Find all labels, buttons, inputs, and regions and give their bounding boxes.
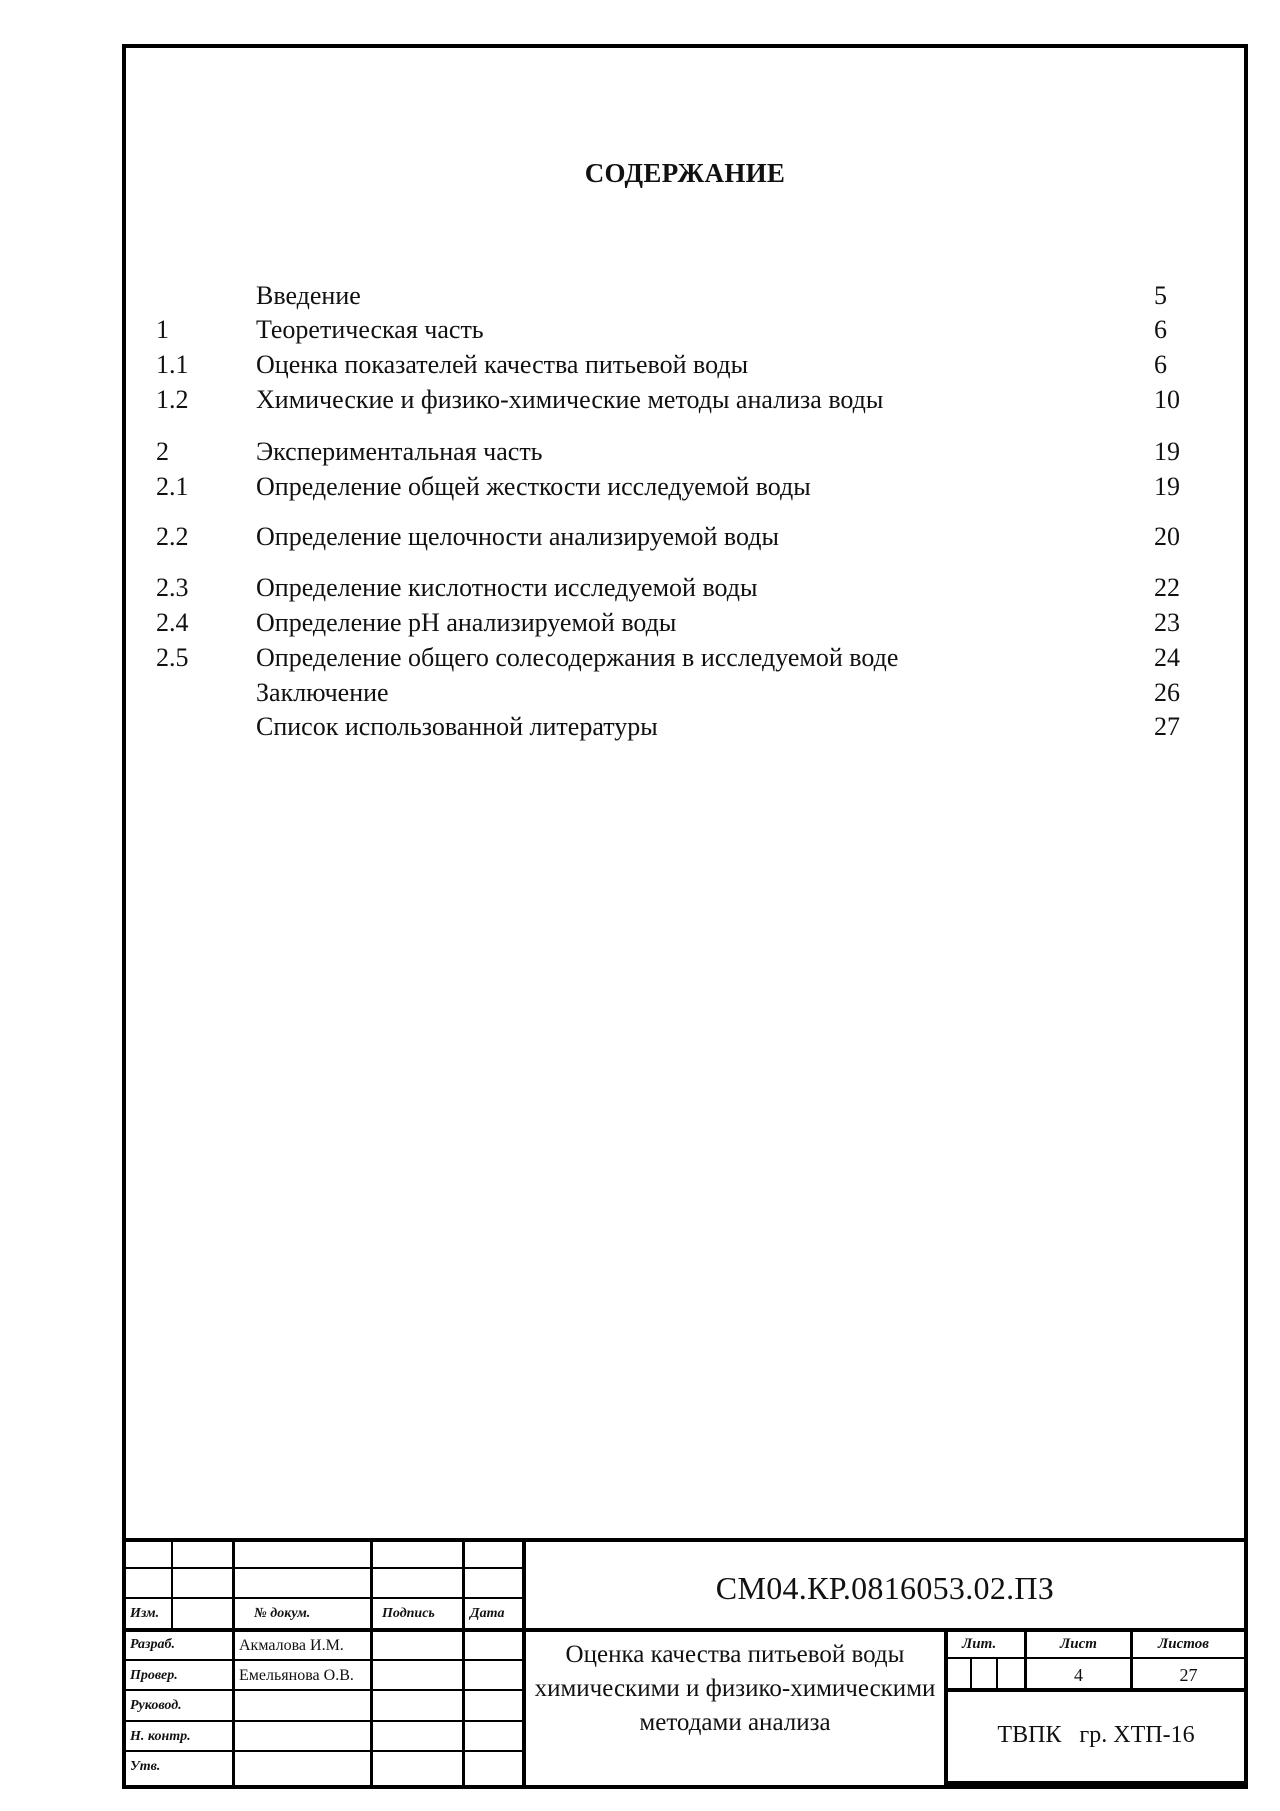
stamp-line — [370, 1538, 373, 1785]
toc-title: Определение щелочности анализируемой воды — [256, 522, 779, 551]
toc-page: 10 — [1154, 385, 1180, 414]
stamp-line — [944, 1628, 948, 1785]
role-prover: Провер. — [130, 1668, 178, 1683]
toc-number: 2.3 — [156, 573, 189, 602]
toc-page: 22 — [1154, 573, 1180, 602]
stamp-line — [126, 1538, 1244, 1542]
podpis-label: Подпись — [382, 1606, 435, 1621]
toc-number: 1 — [156, 315, 169, 344]
toc-title: Введение — [256, 281, 361, 310]
stamp-line — [126, 1597, 526, 1599]
toc-title: Определение pH анализируемой воды — [256, 608, 677, 637]
toc-row — [126, 280, 1244, 312]
toc-page: 26 — [1154, 678, 1180, 707]
toc-title: Определение кислотности исследуемой воды — [256, 573, 758, 602]
stamp-line — [462, 1538, 465, 1785]
toc-row — [126, 642, 1244, 674]
toc-row — [126, 349, 1244, 381]
document-code: СМ04.КР.0816053.02.ПЗ — [715, 1570, 1055, 1606]
toc-row — [126, 436, 1244, 468]
stamp-line — [970, 1657, 972, 1690]
stamp-line — [946, 1657, 1244, 1659]
toc-number: 2.4 — [156, 608, 189, 637]
toc-page: 6 — [1154, 315, 1167, 344]
toc-title: Заключение — [256, 678, 389, 707]
toc-row — [126, 711, 1244, 743]
stamp-line — [946, 1781, 1248, 1785]
toc-title: Оценка показателей качества питьевой воды — [256, 350, 749, 379]
toc-page: 20 — [1154, 522, 1180, 551]
izm-label: Изм. — [130, 1606, 160, 1621]
toc-row — [126, 677, 1244, 709]
lit-label: Лит. — [962, 1636, 997, 1652]
toc-number: 1.1 — [156, 350, 189, 379]
toc-title: Химические и физико-химические методы анализа воды — [256, 385, 884, 414]
toc-number: 1.2 — [156, 385, 189, 414]
toc-page: 23 — [1154, 608, 1180, 637]
page-frame — [122, 44, 1248, 1789]
role-razrab: Разраб. — [130, 1637, 175, 1652]
toc-number: 2.5 — [156, 643, 189, 672]
toc-page: 6 — [1154, 350, 1167, 379]
stamp-line — [946, 1688, 1244, 1692]
stamp-line — [126, 1628, 1244, 1632]
list-label: Лист — [1060, 1636, 1097, 1652]
toc-page: 19 — [1154, 437, 1180, 466]
title-block — [126, 1538, 1244, 1785]
toc-title: Список использованной литературы — [256, 712, 658, 741]
dokum-label: № докум. — [254, 1606, 311, 1621]
toc-number: 2 — [156, 437, 169, 466]
toc-title: Экспериментальная часть — [256, 437, 543, 466]
toc-row — [126, 521, 1244, 553]
toc-page: 24 — [1154, 643, 1180, 672]
toc-row — [126, 471, 1244, 503]
stamp-line — [126, 1750, 526, 1752]
toc-page: 19 — [1154, 472, 1180, 501]
stamp-line — [126, 1567, 526, 1569]
data-label: Дата — [470, 1606, 505, 1621]
work-topic: Оценка качества питьевой воды химическими и физико-химическими методами анализа — [534, 1641, 936, 1736]
toc-title: Определение общего солесодержания в исследуемой воде — [256, 643, 899, 672]
toc-row — [126, 384, 1244, 416]
stamp-line — [126, 1720, 526, 1722]
name-prover: Емельянова О.В. — [239, 1667, 354, 1684]
listov-label: Листов — [1158, 1636, 1209, 1652]
toc-title: Определение общей жесткости исследуемой воды — [256, 472, 811, 501]
stamp-line — [126, 1659, 526, 1661]
name-razrab: Акмалова И.М. — [239, 1637, 344, 1654]
toc-number: 2.1 — [156, 472, 189, 501]
page-title: СОДЕРЖАНИЕ — [584, 158, 786, 188]
organization: ТВПК гр. ХТП-16 — [997, 1722, 1195, 1748]
stamp-line — [126, 1689, 526, 1691]
toc-page: 5 — [1154, 281, 1167, 310]
toc-row — [126, 572, 1244, 604]
role-nkontr: Н. контр. — [130, 1729, 191, 1744]
role-rukovod: Руковод. — [130, 1698, 182, 1713]
toc-row — [126, 607, 1244, 639]
stamp-line — [232, 1538, 235, 1785]
toc-number: 2.2 — [156, 522, 189, 551]
sheet-number: 4 — [1074, 1665, 1083, 1685]
stamp-line — [996, 1657, 998, 1690]
toc-row — [126, 314, 1244, 346]
stamp-line — [1244, 1688, 1248, 1785]
sheet-count: 27 — [1179, 1665, 1198, 1685]
toc-page: 27 — [1154, 712, 1180, 741]
stamp-line — [171, 1538, 173, 1632]
toc-title: Теоретическая часть — [256, 315, 484, 344]
role-utv: Утв. — [130, 1759, 161, 1774]
